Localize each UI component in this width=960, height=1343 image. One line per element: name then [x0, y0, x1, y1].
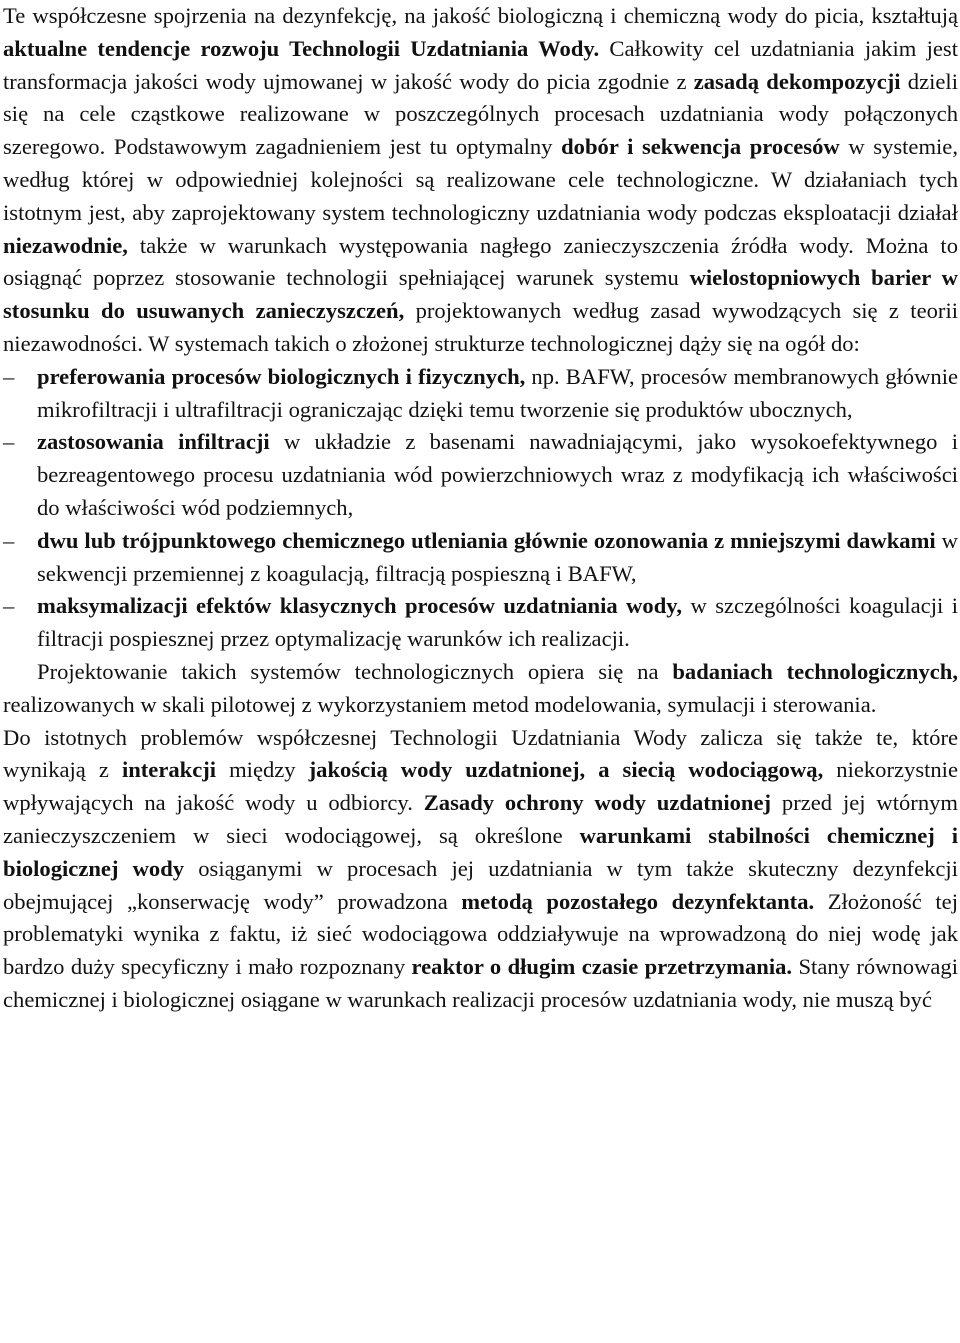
text-segment: Stany równowagi chemicznej i biologicznej osiągane w warunkach realizacji procesów uzdatniania wody, nie muszą być: [3, 954, 958, 1012]
bold-phrase: preferowania procesów biologicznych i fizycznych,: [37, 363, 526, 389]
paragraph-problems: [3, 722, 958, 1017]
dash-bullet: –: [3, 429, 15, 455]
bold-phrase: niezawodnie,: [3, 232, 128, 258]
paragraph-intro: [3, 0, 958, 361]
text-segment: Do istotnych problemów współczesnej Technologii Uzdatniania Wody zalicza się także te, które wynikają z: [3, 724, 958, 783]
bold-phrase: Zasady ochrony wody uzdatnionej: [423, 790, 772, 816]
list-item: [3, 525, 958, 591]
dash-bullet: –: [3, 363, 15, 389]
bold-phrase: zasadą dekompozycji: [693, 68, 901, 94]
text-segment: dzieli się na cele cząstkowe realizowane w poszczególnych procesach uzdatniania wody połączonych szeregowo. Podstawowym zagadnieniem jest tu optymalny: [3, 68, 958, 160]
bold-phrase: dwu lub trójpunktowego chemicznego utleniania głównie ozonowania z mniejszymi dawkami: [37, 527, 936, 553]
text-segment: Złożoność tej problematyki wynika z faktu, iż sieć wodociągowa oddziaływuje na wprowadzoną do niej wodę jak bardzo duży specyficzny i mało rozpoznany: [3, 888, 958, 980]
text-segment: przed jej wtórnym zanieczyszczeniem w sieci wodociągowej, są określone: [3, 790, 958, 848]
bold-phrase: badaniach technologicznych,: [672, 658, 958, 684]
text-segment: w systemie, według której w odpowiedniej kolejności są realizowane cele technologiczne. W działaniach tych istotnym jest, aby zaprojektowany system technologiczny uzdatniania wody podczas eksploatacji działał: [3, 134, 958, 225]
dash-list: [3, 361, 958, 656]
list-item: [3, 590, 958, 656]
bold-phrase: metodą pozostałego dezynfektanta.: [461, 888, 815, 914]
text-segment: Te współczesne spojrzenia na dezynfekcję, na jakość biologiczną i chemiczną wody do picia, kształtują: [3, 3, 958, 28]
text-segment: np. BAFW, procesów membranowych głównie mikrofiltracji i ultrafiltracji ograniczając dzięki temu tworzenie się produktów ubocznych,: [37, 363, 958, 422]
text-segment: osiąganymi w procesach jej uzdatniania w tym także skuteczny dezynfekcji obejmującej „konserwację wody” prowadzona: [3, 855, 958, 914]
bold-phrase: warunkami stabilności chemicznej i biologicznej wody: [3, 822, 958, 881]
text-segment: Projektowanie takich systemów technologicznych opiera się na: [37, 658, 673, 684]
bold-phrase: jakością wody uzdatnionej, a siecią wodociągową,: [308, 757, 824, 783]
text-segment: także w warunkach występowania nagłego zanieczyszczenia źródła wody. Można to osiągnąć poprzez stosowanie technologii spełniającej warunek systemu: [3, 232, 958, 291]
bold-phrase: interakcji: [121, 757, 217, 783]
dash-bullet: –: [3, 593, 15, 619]
text-segment: w układzie z basenami nawadniającymi, jako wysokoefektywnego i bezreagentowego procesu uzdatniania wód powierzchniowych wraz z modyfikacją ich właściwości do właściwości wód podziemnych,: [37, 429, 958, 520]
text-segment: Całkowity cel uzdatniania jakim jest transformacja jakości wody ujmowanej w jakość wody do picia zgodnie z: [3, 35, 958, 94]
bold-phrase: aktualne tendencje rozwoju Technologii Uzdatniania Wody.: [3, 35, 600, 61]
text-segment: między: [216, 757, 309, 783]
bold-phrase: dobór i sekwencja procesów: [561, 134, 840, 160]
text-segment: w szczególności koagulacji i filtracji pospiesznej przez optymalizację warunków ich realizacji.: [37, 593, 958, 652]
bold-phrase: zastosowania infiltracji: [37, 429, 270, 455]
list-item: [3, 361, 958, 427]
text-segment: w sekwencji przemiennej z koagulacją, filtracją pospieszną i BAFW,: [37, 527, 958, 586]
bold-phrase: reaktor o długim czasie przetrzymania.: [411, 954, 793, 980]
text-segment: realizowanych w skali pilotowej z wykorzystaniem metod modelowania, symulacji i sterowania.: [3, 691, 877, 717]
text-segment: projektowanych według zasad wywodzących się z teorii niezawodności. W systemach takich o złożonej strukturze technologicznej dąży się na ogół do:: [3, 298, 958, 356]
bold-phrase: wielostopniowych barier w stosunku do usuwanych zanieczyszczeń,: [3, 265, 959, 324]
paragraph-design: [3, 656, 958, 722]
list-item: [3, 426, 958, 524]
text-segment: niekorzystnie wpływających na jakość wody u odbiorcy.: [3, 757, 958, 816]
dash-bullet: –: [3, 527, 15, 553]
bold-phrase: maksymalizacji efektów klasycznych procesów uzdatniania wody,: [37, 593, 682, 619]
